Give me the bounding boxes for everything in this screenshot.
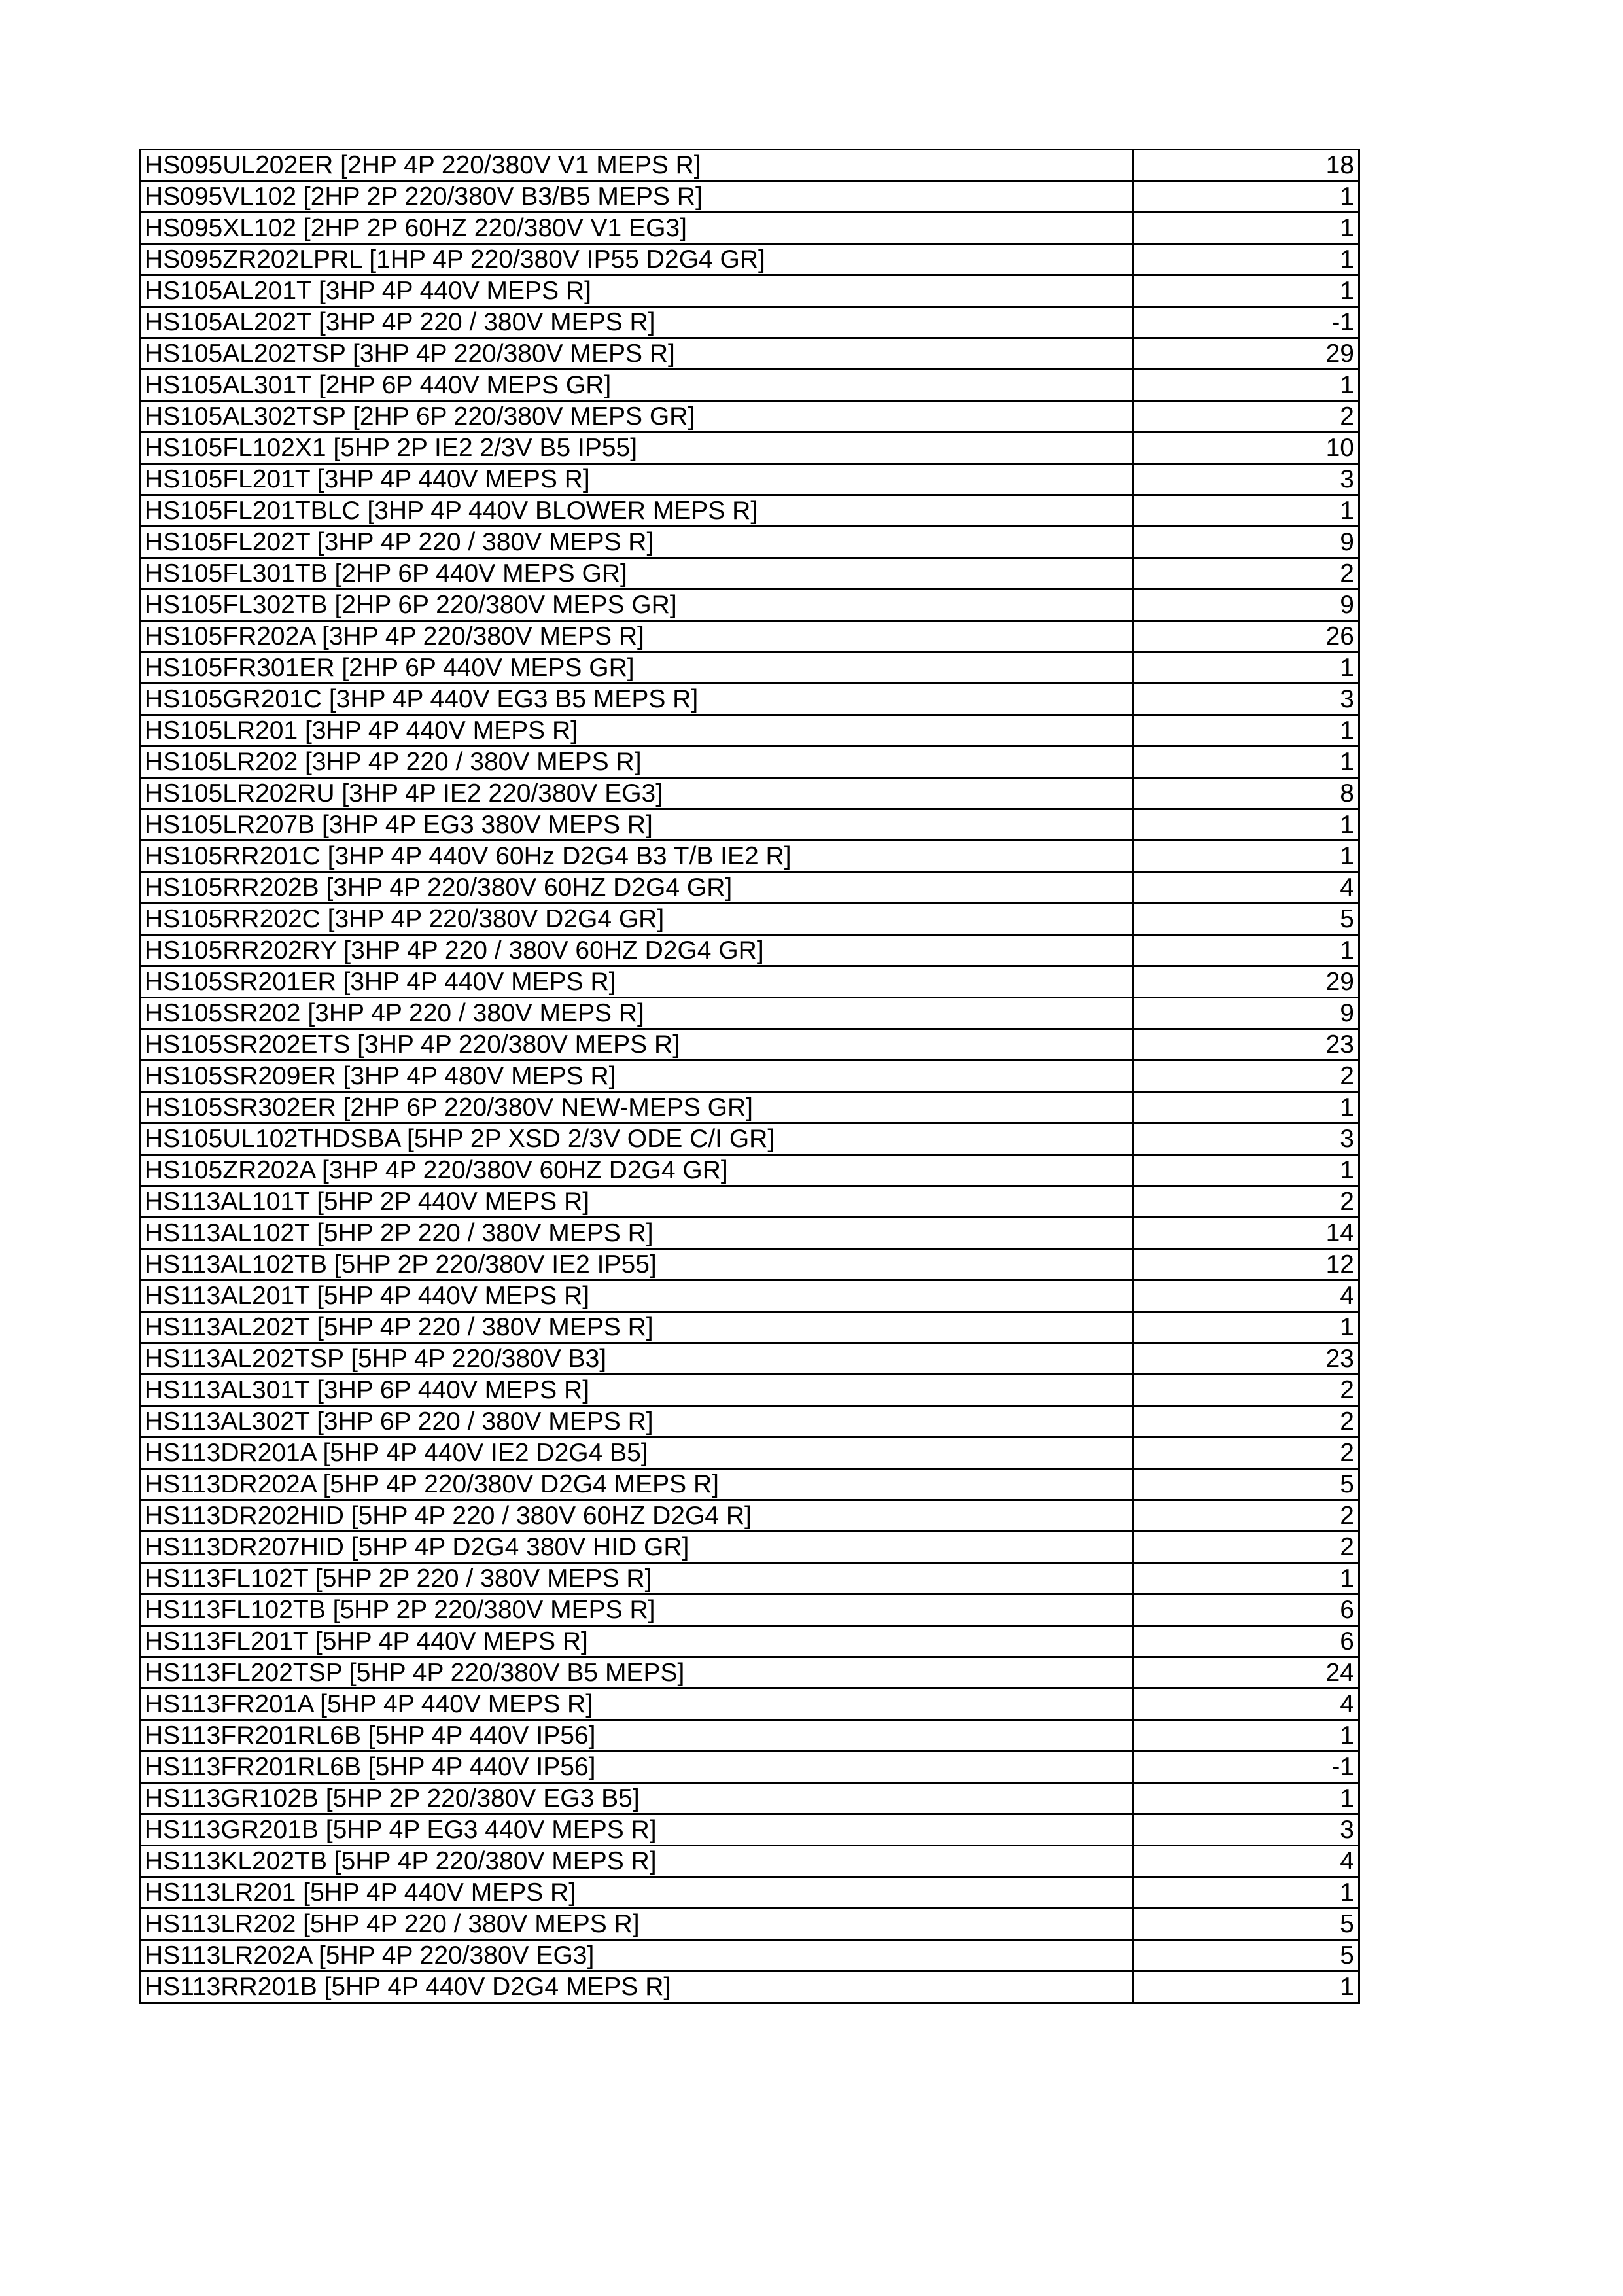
item-description-cell: HS105FL302TB [2HP 6P 220/380V MEPS GR] bbox=[140, 590, 1133, 621]
item-description-cell: HS095ZR202LPRL [1HP 4P 220/380V IP55 D2G4 GR] bbox=[140, 244, 1133, 275]
quantity-cell: 1 bbox=[1133, 841, 1359, 872]
item-description-cell: HS113AL101T [5HP 2P 440V MEPS R] bbox=[140, 1186, 1133, 1218]
table-row bbox=[140, 1312, 1359, 1343]
quantity-cell: 1 bbox=[1133, 652, 1359, 684]
item-description-cell: HS105RR201C [3HP 4P 440V 60Hz D2G4 B3 T/B IE2 R] bbox=[140, 841, 1133, 872]
item-description-cell: HS113FR201RL6B [5HP 4P 440V IP56] bbox=[140, 1720, 1133, 1752]
inventory-table bbox=[139, 149, 1360, 2004]
table-row bbox=[140, 1783, 1359, 1814]
table-row bbox=[140, 558, 1359, 590]
table-row bbox=[140, 370, 1359, 401]
item-description-cell: HS113AL102TB [5HP 2P 220/380V IE2 IP55] bbox=[140, 1249, 1133, 1280]
table-row bbox=[140, 1532, 1359, 1563]
item-description-cell: HS113FR201RL6B [5HP 4P 440V IP56] bbox=[140, 1752, 1133, 1783]
table-row bbox=[140, 1438, 1359, 1469]
quantity-cell: 5 bbox=[1133, 1469, 1359, 1500]
quantity-cell: 5 bbox=[1133, 1940, 1359, 1971]
table-row bbox=[140, 401, 1359, 433]
quantity-cell: 2 bbox=[1133, 1500, 1359, 1532]
item-description-cell: HS105FR301ER [2HP 6P 440V MEPS GR] bbox=[140, 652, 1133, 684]
table-row bbox=[140, 935, 1359, 966]
quantity-cell: 1 bbox=[1133, 935, 1359, 966]
quantity-cell: 1 bbox=[1133, 715, 1359, 747]
quantity-cell: 2 bbox=[1133, 1375, 1359, 1406]
item-description-cell: HS105AL302TSP [2HP 6P 220/380V MEPS GR] bbox=[140, 401, 1133, 433]
table-row bbox=[140, 590, 1359, 621]
quantity-cell: 9 bbox=[1133, 998, 1359, 1029]
item-description-cell: HS113AL201T [5HP 4P 440V MEPS R] bbox=[140, 1280, 1133, 1312]
quantity-cell: 1 bbox=[1133, 1971, 1359, 2003]
item-description-cell: HS113FL202TSP [5HP 4P 220/380V B5 MEPS] bbox=[140, 1657, 1133, 1689]
table-row bbox=[140, 495, 1359, 527]
item-description-cell: HS095UL202ER [2HP 4P 220/380V V1 MEPS R] bbox=[140, 150, 1133, 181]
table-row bbox=[140, 464, 1359, 495]
inventory-table-body bbox=[140, 150, 1359, 2003]
item-description-cell: HS113DR201A [5HP 4P 440V IE2 D2G4 B5] bbox=[140, 1438, 1133, 1469]
quantity-cell: 1 bbox=[1133, 747, 1359, 778]
quantity-cell: 24 bbox=[1133, 1657, 1359, 1689]
quantity-cell: 2 bbox=[1133, 1406, 1359, 1438]
quantity-cell: 23 bbox=[1133, 1343, 1359, 1375]
quantity-cell: -1 bbox=[1133, 307, 1359, 338]
item-description-cell: HS105SR202ETS [3HP 4P 220/380V MEPS R] bbox=[140, 1029, 1133, 1061]
table-row bbox=[140, 1061, 1359, 1092]
table-row bbox=[140, 1343, 1359, 1375]
item-description-cell: HS105AL202TSP [3HP 4P 220/380V MEPS R] bbox=[140, 338, 1133, 370]
table-row bbox=[140, 872, 1359, 904]
item-description-cell: HS105FL202T [3HP 4P 220 / 380V MEPS R] bbox=[140, 527, 1133, 558]
table-row bbox=[140, 1877, 1359, 1909]
quantity-cell: 1 bbox=[1133, 181, 1359, 213]
quantity-cell: 9 bbox=[1133, 590, 1359, 621]
item-description-cell: HS113LR201 [5HP 4P 440V MEPS R] bbox=[140, 1877, 1133, 1909]
table-row bbox=[140, 150, 1359, 181]
table-row bbox=[140, 1689, 1359, 1720]
item-description-cell: HS113FL201T [5HP 4P 440V MEPS R] bbox=[140, 1626, 1133, 1657]
table-row bbox=[140, 213, 1359, 244]
item-description-cell: HS105LR207B [3HP 4P EG3 380V MEPS R] bbox=[140, 809, 1133, 841]
item-description-cell: HS105UL102THDSBA [5HP 2P XSD 2/3V ODE C/I GR] bbox=[140, 1123, 1133, 1155]
item-description-cell: HS113RR201B [5HP 4P 440V D2G4 MEPS R] bbox=[140, 1971, 1133, 2003]
quantity-cell: 2 bbox=[1133, 1532, 1359, 1563]
quantity-cell: 1 bbox=[1133, 809, 1359, 841]
table-row bbox=[140, 1249, 1359, 1280]
item-description-cell: HS105RR202C [3HP 4P 220/380V D2G4 GR] bbox=[140, 904, 1133, 935]
quantity-cell: 1 bbox=[1133, 1155, 1359, 1186]
quantity-cell: 9 bbox=[1133, 527, 1359, 558]
item-description-cell: HS105SR201ER [3HP 4P 440V MEPS R] bbox=[140, 966, 1133, 998]
quantity-cell: 23 bbox=[1133, 1029, 1359, 1061]
table-row bbox=[140, 1595, 1359, 1626]
quantity-cell: 1 bbox=[1133, 1720, 1359, 1752]
item-description-cell: HS105FL301TB [2HP 6P 440V MEPS GR] bbox=[140, 558, 1133, 590]
item-description-cell: HS113FL102T [5HP 2P 220 / 380V MEPS R] bbox=[140, 1563, 1133, 1595]
quantity-cell: 4 bbox=[1133, 1280, 1359, 1312]
item-description-cell: HS113DR207HID [5HP 4P D2G4 380V HID GR] bbox=[140, 1532, 1133, 1563]
quantity-cell: 1 bbox=[1133, 244, 1359, 275]
item-description-cell: HS113LR202 [5HP 4P 220 / 380V MEPS R] bbox=[140, 1909, 1133, 1940]
quantity-cell: 6 bbox=[1133, 1626, 1359, 1657]
item-description-cell: HS105SR202 [3HP 4P 220 / 380V MEPS R] bbox=[140, 998, 1133, 1029]
item-description-cell: HS105SR302ER [2HP 6P 220/380V NEW-MEPS GR] bbox=[140, 1092, 1133, 1123]
table-row bbox=[140, 1218, 1359, 1249]
table-row bbox=[140, 1563, 1359, 1595]
quantity-cell: 29 bbox=[1133, 966, 1359, 998]
item-description-cell: HS113DR202HID [5HP 4P 220 / 380V 60HZ D2G4 R] bbox=[140, 1500, 1133, 1532]
quantity-cell: 2 bbox=[1133, 401, 1359, 433]
quantity-cell: 8 bbox=[1133, 778, 1359, 809]
item-description-cell: HS105FL102X1 [5HP 2P IE2 2/3V B5 IP55] bbox=[140, 433, 1133, 464]
item-description-cell: HS113AL301T [3HP 6P 440V MEPS R] bbox=[140, 1375, 1133, 1406]
quantity-cell: 1 bbox=[1133, 1312, 1359, 1343]
item-description-cell: HS095XL102 [2HP 2P 60HZ 220/380V V1 EG3] bbox=[140, 213, 1133, 244]
table-row bbox=[140, 1155, 1359, 1186]
quantity-cell: 4 bbox=[1133, 872, 1359, 904]
item-description-cell: HS105FR202A [3HP 4P 220/380V MEPS R] bbox=[140, 621, 1133, 652]
table-row bbox=[140, 1940, 1359, 1971]
quantity-cell: 2 bbox=[1133, 1061, 1359, 1092]
table-row bbox=[140, 1720, 1359, 1752]
quantity-cell: 3 bbox=[1133, 1814, 1359, 1846]
table-row bbox=[140, 747, 1359, 778]
item-description-cell: HS105FL201T [3HP 4P 440V MEPS R] bbox=[140, 464, 1133, 495]
item-description-cell: HS113GR102B [5HP 2P 220/380V EG3 B5] bbox=[140, 1783, 1133, 1814]
quantity-cell: 3 bbox=[1133, 1123, 1359, 1155]
table-row bbox=[140, 1814, 1359, 1846]
table-row bbox=[140, 1280, 1359, 1312]
table-row bbox=[140, 841, 1359, 872]
table-row bbox=[140, 433, 1359, 464]
table-row bbox=[140, 809, 1359, 841]
quantity-cell: 26 bbox=[1133, 621, 1359, 652]
item-description-cell: HS113DR202A [5HP 4P 220/380V D2G4 MEPS R] bbox=[140, 1469, 1133, 1500]
item-description-cell: HS113AL302T [3HP 6P 220 / 380V MEPS R] bbox=[140, 1406, 1133, 1438]
quantity-cell: 5 bbox=[1133, 1909, 1359, 1940]
table-row bbox=[140, 1406, 1359, 1438]
item-description-cell: HS113GR201B [5HP 4P EG3 440V MEPS R] bbox=[140, 1814, 1133, 1846]
item-description-cell: HS105AL301T [2HP 6P 440V MEPS GR] bbox=[140, 370, 1133, 401]
item-description-cell: HS105ZR202A [3HP 4P 220/380V 60HZ D2G4 GR] bbox=[140, 1155, 1133, 1186]
item-description-cell: HS105RR202B [3HP 4P 220/380V 60HZ D2G4 GR] bbox=[140, 872, 1133, 904]
item-description-cell: HS105RR202RY [3HP 4P 220 / 380V 60HZ D2G4 GR] bbox=[140, 935, 1133, 966]
item-description-cell: HS105LR202RU [3HP 4P IE2 220/380V EG3] bbox=[140, 778, 1133, 809]
item-description-cell: HS113AL202T [5HP 4P 220 / 380V MEPS R] bbox=[140, 1312, 1133, 1343]
table-row bbox=[140, 181, 1359, 213]
table-row bbox=[140, 1909, 1359, 1940]
table-row bbox=[140, 1971, 1359, 2003]
item-description-cell: HS113FR201A [5HP 4P 440V MEPS R] bbox=[140, 1689, 1133, 1720]
table-row bbox=[140, 684, 1359, 715]
table-row bbox=[140, 1657, 1359, 1689]
table-row bbox=[140, 1123, 1359, 1155]
table-row bbox=[140, 1469, 1359, 1500]
quantity-cell: 12 bbox=[1133, 1249, 1359, 1280]
item-description-cell: HS113KL202TB [5HP 4P 220/380V MEPS R] bbox=[140, 1846, 1133, 1877]
quantity-cell: 4 bbox=[1133, 1689, 1359, 1720]
table-row bbox=[140, 1846, 1359, 1877]
table-row bbox=[140, 527, 1359, 558]
quantity-cell: -1 bbox=[1133, 1752, 1359, 1783]
quantity-cell: 29 bbox=[1133, 338, 1359, 370]
quantity-cell: 4 bbox=[1133, 1846, 1359, 1877]
table-row bbox=[140, 621, 1359, 652]
table-row bbox=[140, 998, 1359, 1029]
item-description-cell: HS113LR202A [5HP 4P 220/380V EG3] bbox=[140, 1940, 1133, 1971]
table-row bbox=[140, 307, 1359, 338]
quantity-cell: 2 bbox=[1133, 1438, 1359, 1469]
quantity-cell: 1 bbox=[1133, 495, 1359, 527]
item-description-cell: HS105FL201TBLC [3HP 4P 440V BLOWER MEPS R] bbox=[140, 495, 1133, 527]
quantity-cell: 1 bbox=[1133, 275, 1359, 307]
table-row bbox=[140, 1092, 1359, 1123]
table-row bbox=[140, 244, 1359, 275]
quantity-cell: 2 bbox=[1133, 558, 1359, 590]
table-row bbox=[140, 1752, 1359, 1783]
quantity-cell: 18 bbox=[1133, 150, 1359, 181]
table-row bbox=[140, 966, 1359, 998]
item-description-cell: HS105AL201T [3HP 4P 440V MEPS R] bbox=[140, 275, 1133, 307]
item-description-cell: HS113AL102T [5HP 2P 220 / 380V MEPS R] bbox=[140, 1218, 1133, 1249]
quantity-cell: 3 bbox=[1133, 464, 1359, 495]
quantity-cell: 1 bbox=[1133, 1563, 1359, 1595]
table-row bbox=[140, 1375, 1359, 1406]
item-description-cell: HS105LR202 [3HP 4P 220 / 380V MEPS R] bbox=[140, 747, 1133, 778]
item-description-cell: HS113FL102TB [5HP 2P 220/380V MEPS R] bbox=[140, 1595, 1133, 1626]
table-row bbox=[140, 1029, 1359, 1061]
item-description-cell: HS105LR201 [3HP 4P 440V MEPS R] bbox=[140, 715, 1133, 747]
quantity-cell: 14 bbox=[1133, 1218, 1359, 1249]
table-row bbox=[140, 338, 1359, 370]
table-row bbox=[140, 715, 1359, 747]
table-row bbox=[140, 275, 1359, 307]
item-description-cell: HS113AL202TSP [5HP 4P 220/380V B3] bbox=[140, 1343, 1133, 1375]
item-description-cell: HS095VL102 [2HP 2P 220/380V B3/B5 MEPS R] bbox=[140, 181, 1133, 213]
item-description-cell: HS105SR209ER [3HP 4P 480V MEPS R] bbox=[140, 1061, 1133, 1092]
table-row bbox=[140, 1186, 1359, 1218]
quantity-cell: 6 bbox=[1133, 1595, 1359, 1626]
quantity-cell: 5 bbox=[1133, 904, 1359, 935]
quantity-cell: 3 bbox=[1133, 684, 1359, 715]
quantity-cell: 1 bbox=[1133, 1783, 1359, 1814]
table-row bbox=[140, 778, 1359, 809]
quantity-cell: 2 bbox=[1133, 1186, 1359, 1218]
quantity-cell: 1 bbox=[1133, 213, 1359, 244]
table-row bbox=[140, 904, 1359, 935]
item-description-cell: HS105GR201C [3HP 4P 440V EG3 B5 MEPS R] bbox=[140, 684, 1133, 715]
quantity-cell: 10 bbox=[1133, 433, 1359, 464]
item-description-cell: HS105AL202T [3HP 4P 220 / 380V MEPS R] bbox=[140, 307, 1133, 338]
table-row bbox=[140, 1500, 1359, 1532]
quantity-cell: 1 bbox=[1133, 370, 1359, 401]
quantity-cell: 1 bbox=[1133, 1877, 1359, 1909]
quantity-cell: 1 bbox=[1133, 1092, 1359, 1123]
table-row bbox=[140, 1626, 1359, 1657]
table-row bbox=[140, 652, 1359, 684]
